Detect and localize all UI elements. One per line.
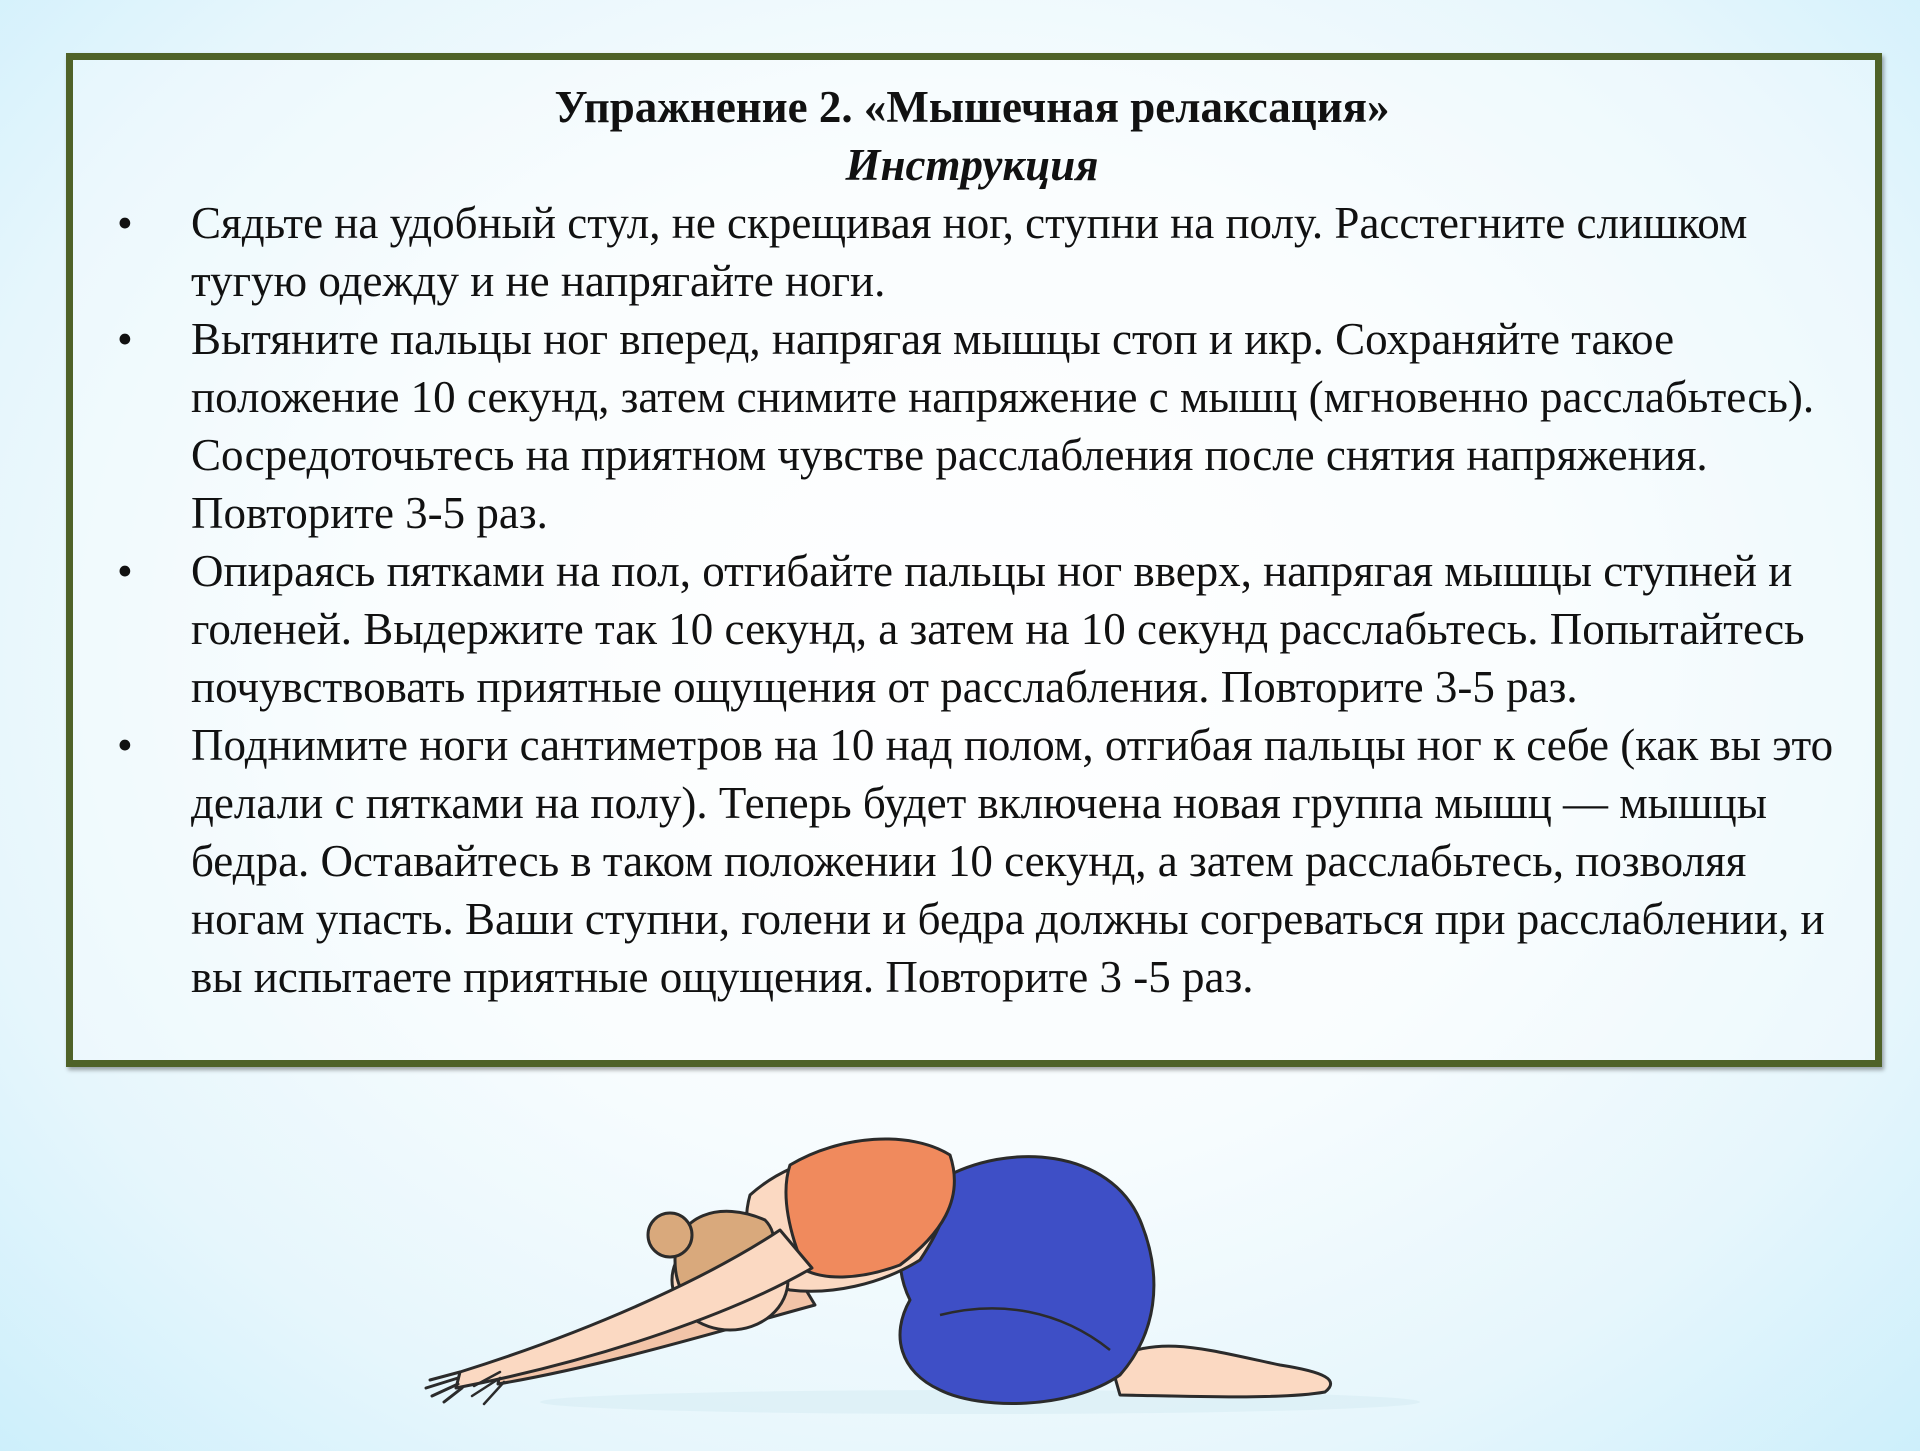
instruction-text: Сядьте на удобный стул, не скрещивая ног, ступни на полу. Расстегните слишком тугую одежду и не напрягайте ноги. [191,198,1748,306]
bullet-icon: • [117,314,133,364]
instruction-item [99,716,1845,1006]
bullet-icon: • [117,198,133,248]
bullet-icon: • [117,720,133,770]
child-pose-illustration [420,1110,1430,1430]
instruction-heading: Инструкция [845,140,1099,190]
instruction-list [99,194,1845,1006]
instruction-text: Опираясь пятками на пол, отгибайте пальцы ног вверх, напрягая мышцы ступней и голеней. Выдержите так 10 секунд, а затем на 10 секунд расслабьтесь. Попытайтесь почувствовать приятные ощущения от расслабления. Повторите 3-5 раз. [191,546,1805,712]
exercise-title: Упражнение 2. «Мышечная релаксация» [554,82,1390,132]
instruction-item [99,310,1845,542]
instruction-text: Вытяните пальцы ног вперед, напрягая мышцы стоп и икр. Сохраняйте такое положение 10 секунд, затем снимите напряжение с мышц (мгновенно расслабьтесь). Сосредоточьтесь на приятном чувстве расслабления после снятия напряжения. Повторите 3-5 раз. [191,314,1815,538]
feet [1110,1346,1331,1397]
bullet-icon: • [117,546,133,596]
instruction-text: Поднимите ноги сантиметров на 10 над полом, отгибая пальцы ног к себе (как вы это делали с пятками на полу). Теперь будет включена новая группа мышц — мышцы бедра. Оставайтесь в таком положении 10 секунд, а затем расслабьтесь, позволяя ногам упасть. Ваши ступни, голени и бедра должны согреваться при расслаблении, и вы испытаете приятные ощущения. Повторите 3 -5 раз. [191,720,1834,1002]
instruction-frame [66,53,1882,1067]
instruction-item [99,194,1845,310]
hair-bun [648,1213,692,1257]
instruction-item [99,542,1845,716]
